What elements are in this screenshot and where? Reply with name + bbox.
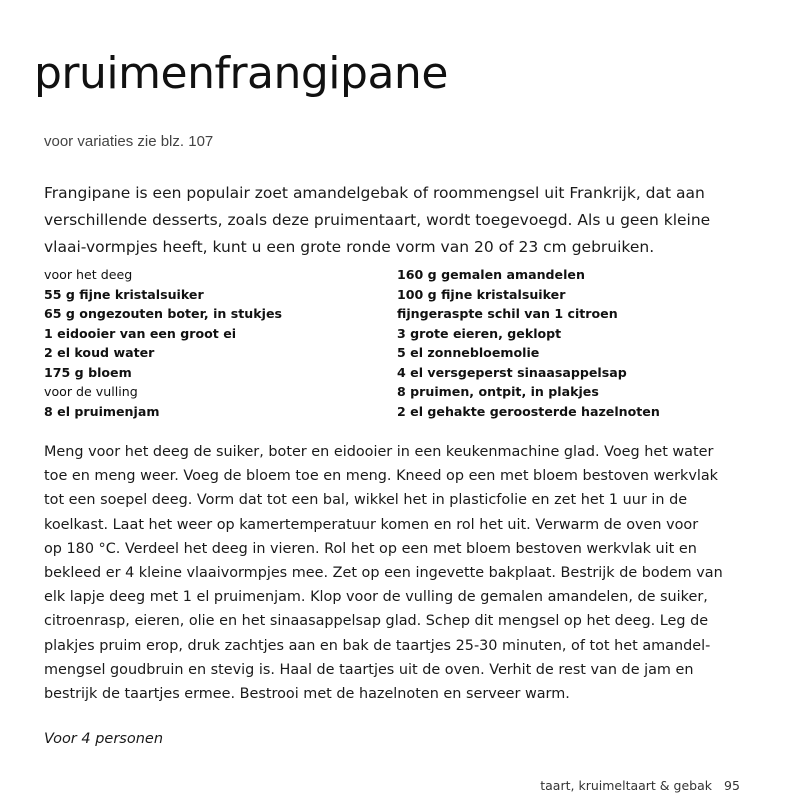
ingredient-group-heading: voor het deeg bbox=[44, 267, 133, 282]
method-line: citroenrasp, eieren, olie en het sinaasappelsap glad. Schep dit mengsel op het deeg. Leg de bbox=[44, 613, 709, 630]
ingredient-item: 100 g fijne kristalsuiker bbox=[397, 286, 566, 302]
ingredient-item: 4 el versgeperst sinaasappelsap bbox=[397, 364, 627, 380]
ingredient-item: 2 el koud water bbox=[44, 345, 155, 360]
method-line: bekleed er 4 kleine vlaaivormpjes mee. Zet op een ingevette bakplaat. Bestrijk de bodem van bbox=[44, 565, 723, 582]
method-line: plakjes pruim erop, druk zachtjes aan en bak de taartjes 25-30 minuten, of tot het amandel- bbox=[44, 637, 711, 654]
ingredient-item: 2 el gehakte geroosterde hazelnoten bbox=[397, 403, 660, 419]
ingredient-item: 160 g gemalen amandelen bbox=[397, 267, 585, 282]
variations-reference: voor variaties zie blz. 107 bbox=[44, 133, 214, 150]
method-line: Meng voor het deeg de suiker, boter en eidooier in een keukenmachine glad. Voeg het water bbox=[44, 444, 714, 460]
method-line: mengsel goudbruin en stevig is. Haal de taartjes uit de oven. Verhit de rest van de jam en bbox=[44, 661, 694, 678]
ingredient-item: 8 pruimen, ontpit, in plakjes bbox=[397, 384, 599, 399]
method-line: koelkast. Laat het weer op kamertemperatuur komen en rol het uit. Verwarm de oven voor bbox=[44, 516, 699, 533]
method-line: toe en meng weer. Voeg de bloem toe en meng. Kneed op een met bloem bestoven werkvlak bbox=[44, 468, 718, 485]
ingredient-item: 55 g fijne kristalsuiker bbox=[44, 286, 204, 302]
method-line: tot een soepel deeg. Vorm dat tot een bal, wikkel het in plasticfolie en zet het 1 uur in de bbox=[44, 492, 688, 509]
ingredient-item: 1 eidooier van een groot ei bbox=[44, 325, 237, 341]
method-line: op 180 °C. Verdeel het deeg in vieren. Rol het op een met bloem bestoven werkvlak uit en bbox=[44, 540, 697, 557]
ingredients-column-right bbox=[397, 265, 757, 421]
recipe-title: pruimenfrangipane bbox=[34, 48, 448, 99]
ingredient-group-heading: voor de vulling bbox=[44, 384, 138, 399]
ingredients-column-left bbox=[44, 265, 397, 421]
ingredient-item: fijngeraspte schil van 1 citroen bbox=[397, 306, 618, 321]
servings-note: Voor 4 personen bbox=[44, 731, 164, 747]
ingredient-item: 65 g ongezouten boter, in stukjes bbox=[44, 306, 282, 321]
page-number: 95 bbox=[724, 778, 740, 793]
method-line: elk lapje deeg met 1 el pruimenjam. Klop voor de vulling de gemalen amandelen, de suiker, bbox=[44, 589, 708, 606]
ingredient-item: 175 g bloem bbox=[44, 364, 132, 380]
ingredient-item: 8 el pruimenjam bbox=[44, 403, 160, 419]
ingredient-item: 3 grote eieren, geklopt bbox=[397, 325, 562, 341]
method-line: bestrijk de taartjes ermee. Bestrooi met de hazelnoten en serveer warm. bbox=[44, 686, 570, 703]
ingredient-item: 5 el zonnebloemolie bbox=[397, 345, 540, 360]
method-text bbox=[44, 440, 764, 706]
ingredients-list bbox=[44, 265, 764, 421]
recipe-intro: Frangipane is een populair zoet amandelgebak of roommengsel uit Frankrijk, dat aan verschillende desserts, zoals deze pruimentaart, wordt toegevoegd. Als u geen kleine vlaai-vormpjes heeft, kunt u een grote ronde vorm van 20 of 23 cm gebruiken. bbox=[44, 184, 711, 256]
section-footer: taart, kruimeltaart & gebak bbox=[540, 778, 712, 793]
